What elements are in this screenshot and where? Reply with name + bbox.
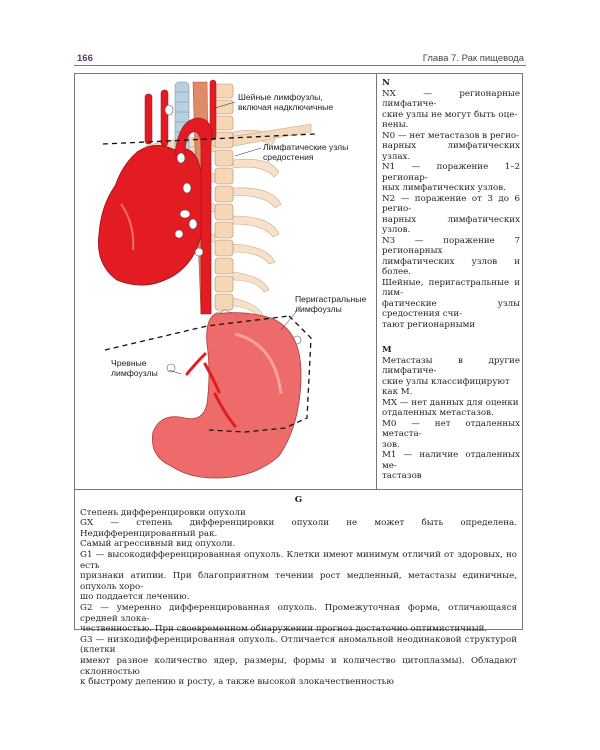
nm-column — [382, 78, 520, 482]
g-line: шо поддается лечению. — [80, 592, 190, 603]
section-gap — [382, 330, 520, 345]
m-heading: M — [382, 345, 392, 355]
label-line: лимфоузлы — [111, 368, 158, 378]
page-number: 166 — [77, 53, 93, 64]
g-line: G1 — высокодифференцированная опухоль. Клетки имеют минимум отличий от здоровых, но есть — [80, 549, 517, 571]
g-section — [80, 495, 517, 688]
n-line: ных лимфатических узлов. — [382, 183, 506, 193]
m-line: MX — нет данных для оценки — [382, 397, 519, 408]
g-line: чественностью. При своевременном обнаружении прогноз достаточно оптимистичный. — [80, 624, 488, 635]
label-perigastric-nodes — [295, 294, 375, 314]
m-line: тастазов — [382, 471, 422, 481]
m-line: M1 — наличие отдаленных ме- — [382, 450, 520, 471]
g-line: GX — степень дифференцировки опухоли не может быть определена. Недифференцированный рак. — [80, 518, 517, 539]
m-line: Метастазы в другие лимфатиче- — [382, 355, 520, 376]
n-line: нарных лимфатических узлах. — [382, 141, 520, 162]
m-line: зов. — [382, 439, 400, 450]
n-line: нарных лимфатических узлов. — [382, 214, 520, 235]
stomach — [152, 313, 301, 478]
n-line: N1 — поражение 1–2 регионар- — [382, 162, 520, 183]
m-line: отдаленных метастазов. — [382, 408, 494, 418]
spine — [215, 84, 233, 328]
n-line: лимфатических узлов и более. — [382, 256, 520, 277]
g-heading: G — [294, 495, 303, 505]
header-rule — [74, 65, 526, 66]
anatomy-drawing — [75, 74, 376, 489]
n-line: N3 — поражение 7 регионарных — [382, 235, 520, 256]
label-celiac-nodes — [111, 358, 158, 378]
m-line: ские узлы классифицируют — [382, 376, 510, 387]
g-line: G3 — низкодифференцированная опухоль. Отличается аномальной неодинаковой структурой (клетки — [80, 634, 517, 656]
n-line: нены. — [382, 120, 409, 130]
label-line: Лимфатические узлы — [263, 142, 349, 152]
label-line: Шейные лимфоузлы, — [238, 92, 323, 102]
label-mediastinal-nodes — [263, 142, 348, 162]
label-line: средостения — [263, 152, 314, 162]
n-line: NX — регионарные лимфатиче- — [382, 88, 520, 109]
anatomy-illustration — [75, 74, 376, 489]
chapter-title: Глава 7. Рак пищевода — [422, 53, 524, 64]
row-divider — [75, 489, 522, 490]
g-line: G2 — умеренно дифференцированная опухоль. Промежуточная форма, отличающаяся средней злока- — [80, 602, 517, 624]
n-line: ские узлы не могут быть оце- — [382, 109, 518, 120]
label-cervical-nodes — [238, 92, 333, 112]
n-line: тают регионарными — [382, 319, 476, 330]
column-divider — [376, 74, 377, 489]
running-head — [74, 50, 526, 66]
n-heading: N — [382, 78, 390, 88]
g-line: признаки атипии. При благоприятном течении рост медленный, метастазы единичные, опухоль хоро- — [80, 571, 517, 592]
label-line: лимфоузлы — [295, 304, 342, 314]
m-line: как М. — [382, 387, 413, 397]
staging-table — [74, 73, 523, 688]
n-line: N0 — нет метастазов в регио- — [382, 130, 520, 141]
m-line: M0 — нет отдаленных метаста- — [382, 418, 520, 439]
g-line: имеют разное количество ядер, размеры, формы и количество цитоплазмы). Обладают склонностью — [80, 655, 517, 677]
g-line: Степень дифференцировки опухоли — [80, 507, 246, 518]
n-line: Шейные, перигастральные и лим- — [382, 277, 520, 298]
g-line: Самый агрессивный вид опухоли. — [80, 539, 236, 550]
label-line: включая надключичные — [238, 102, 334, 112]
g-line: к быстрому делению и росту, а также высокой злокачественностью — [80, 677, 394, 688]
label-line: Чревные — [111, 358, 147, 368]
n-line: N2 — поражение от 3 до 6 регио- — [382, 193, 520, 214]
label-line: Перигастральные — [295, 294, 367, 304]
n-line: фатические узлы средостения счи- — [382, 298, 520, 319]
